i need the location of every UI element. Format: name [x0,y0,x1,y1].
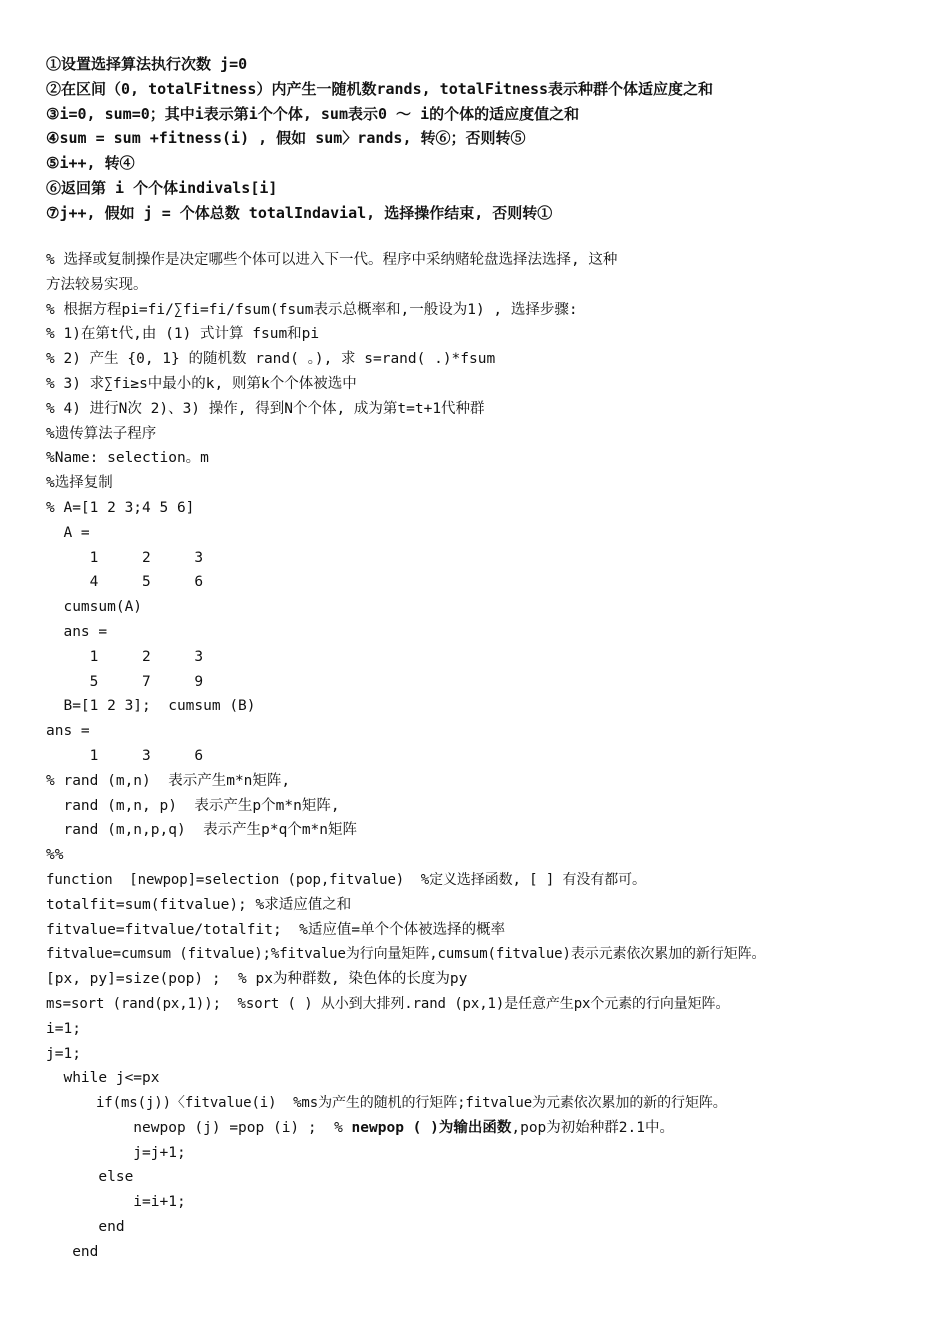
code-line-mixed [46,1116,936,1141]
code-block [46,248,936,1265]
code-line: i=1; [46,1020,81,1037]
code-line: while j<=px [46,1070,160,1087]
code-line: B=[1 2 3]; cumsum (B) [46,698,256,715]
bold-comment: newpop ( )为输出函数 [351,1119,512,1136]
comment-line: % 2) 产生 {0, 1} 的随机数 rand( 。), 求 s=rand( .)*fsum [46,351,496,368]
code-line: 4 5 6 [46,574,204,591]
code-line: ms=sort (rand(px,1)); %sort ( ) 从小到大排列.rand (px,1)是任意产生px个元素的行向量矩阵。 [46,995,730,1012]
code-line: A = [46,524,90,541]
code-line: end [46,1243,99,1260]
comment-line: %Name: selection。m [46,450,209,467]
code-line: rand (m,n,p,q) 表示产生p*q个m*n矩阵 [46,822,358,839]
comment-tail: ,pop为初始种群2.1中。 [511,1119,674,1136]
code-line: if(ms(j))〈fitvalue(i) %ms为产生的随机的行矩阵;fitvalue为元素依次累加的新的行矩阵。 [46,1095,727,1112]
code-line: % A=[1 2 3;4 5 6] [46,499,195,516]
step-line: ②在区间（0, totalFitness）内产生一随机数rands, totalFitness表示种群个体适应度之和 [46,79,714,98]
code-line: fitvalue=fitvalue/totalfit; %适应值=单个个体被选择的概率 [46,921,506,938]
step-line: ④sum = sum +fitness(i) , 假如 sum〉rands, 转⑥；否则转⑤ [46,129,526,148]
code-line: 1 2 3 [46,648,204,665]
algorithm-steps [46,52,926,226]
comment-line: %遗传算法子程序 [46,425,157,442]
code-line: ans = [46,723,90,740]
code-line: 1 3 6 [46,747,204,764]
code-line: j=1; [46,1045,81,1062]
code-line: function [newpop]=selection (pop,fitvalue) %定义选择函数, [ ] 有没有都可。 [46,871,646,888]
code-line: [px, py]=size(pop) ; % px为种群数, 染色体的长度为py [46,971,468,988]
code-line: % rand (m,n) 表示产生m*n矩阵, [46,772,291,789]
comment-line: % 选择或复制操作是决定哪些个体可以进入下一代。程序中采纳赌轮盘选择法选择, 这种 [46,252,618,268]
code-line: end [46,1219,125,1236]
code-line: i=i+1; [46,1194,186,1211]
step-line: ⑥返回第 i 个个体indivals[i] [46,178,278,197]
comment-line: % 根据方程pi=fi/∑fi=fi/fsum(fsum表示总概率和,一般设为1) , 选择步骤: [46,301,578,318]
code-line: ans = [46,623,108,640]
code-line: else [46,1169,134,1186]
step-line: ⑦j++, 假如 j = 个体总数 totalIndavial, 选择操作结束, 否则转① [46,203,553,222]
comment-line: % 1)在第t代,由 (1) 式计算 fsum和pi [46,326,320,343]
code-line: j=j+1; [46,1144,186,1161]
comment-line: 方法较易实现。 [46,276,148,293]
comment-line: % 4) 进行N次 2)、3) 操作, 得到N个个体, 成为第t=t+1代种群 [46,400,485,417]
step-line: ①设置选择算法执行次数 j=0 [46,55,248,73]
code-line: 5 7 9 [46,673,204,690]
code-line: fitvalue=cumsum (fitvalue);%fitvalue为行向量矩阵,cumsum(fitvalue)表示元素依次累加的新行矩阵。 [46,946,766,963]
comment-line: % 3) 求∑fi≥s中最小的k, 则第k个个体被选中 [46,375,357,392]
code-line: 1 2 3 [46,549,204,566]
code-line: rand (m,n, p) 表示产生p个m*n矩阵, [46,797,340,814]
code-text: newpop (j) =pop (i) ; % [46,1119,352,1136]
step-line: ③i=0, sum=0；其中i表示第i个个体, sum表示0 ～ i的个体的适应度值之和 [46,104,580,123]
comment-line: %选择复制 [46,475,113,492]
code-line: totalfit=sum(fitvalue); %求适应值之和 [46,896,352,913]
code-line: %% [46,847,64,864]
code-line: cumsum(A) [46,599,143,616]
step-line: ⑤i++, 转④ [46,154,135,173]
